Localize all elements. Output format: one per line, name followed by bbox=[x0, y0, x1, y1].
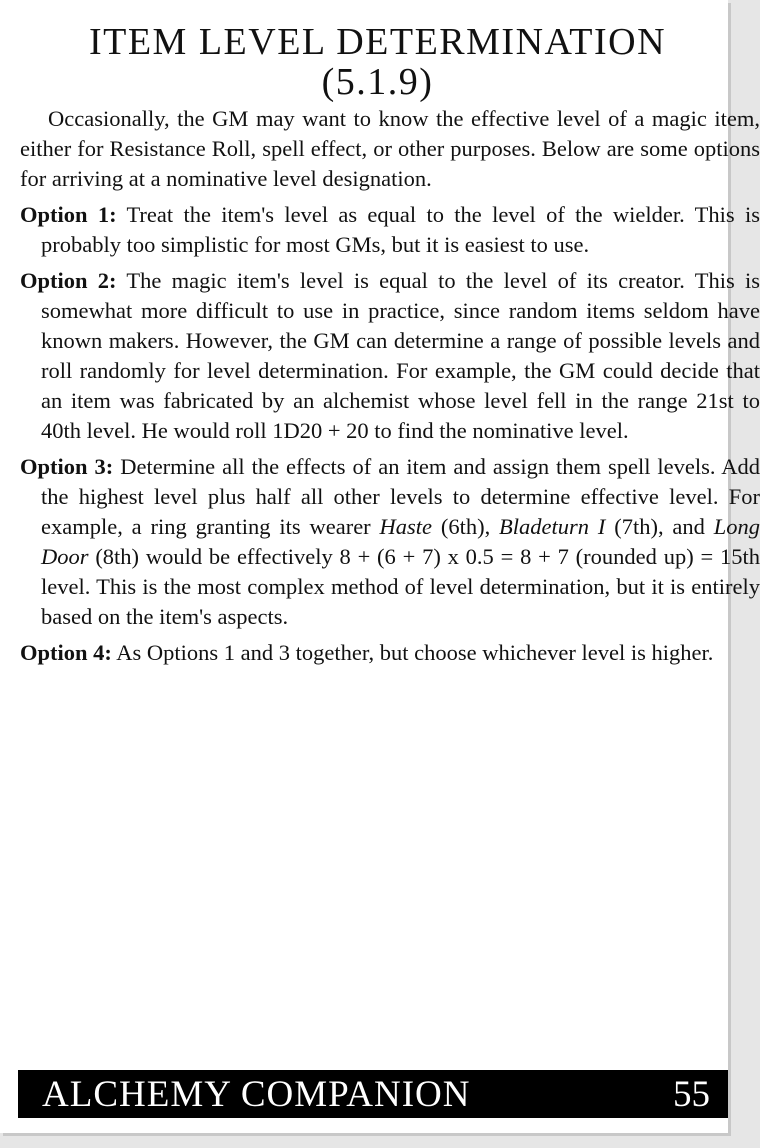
option-3-label: Option 3: bbox=[20, 454, 114, 479]
option-1-label: Option 1: bbox=[20, 202, 117, 227]
heading-title: ITEM LEVEL DETERMINATION bbox=[88, 21, 667, 63]
option-1-text: Treat the item's level as equal to the level of the wielder. This is probably too simplistic for most GMs, but it is easiest to use. bbox=[41, 202, 760, 257]
spell-name-haste: Haste bbox=[379, 514, 433, 539]
option-3-text-before: Determine all the effects of an item and assign them spell levels. Add the highest level plus half all other levels to determine effective level. For example, a ring granting its wearer bbox=[41, 454, 760, 539]
page-number: 55 bbox=[673, 1074, 710, 1115]
spell-name-long-door: Long Door bbox=[41, 514, 760, 569]
option-2-paragraph bbox=[20, 266, 760, 446]
option-4-text: As Options 1 and 3 together, but choose whichever level is higher. bbox=[116, 640, 714, 665]
option-2-label: Option 2: bbox=[20, 268, 117, 293]
option-1-paragraph bbox=[20, 200, 760, 260]
footer-bar bbox=[18, 1070, 728, 1118]
spell-name-bladeturn: Bladeturn I bbox=[499, 514, 606, 539]
section-heading bbox=[0, 22, 755, 102]
spell-level-haste: (6th), bbox=[432, 514, 500, 539]
intro-paragraph: Occasionally, the GM may want to know the effective level of a magic item, either for Resistance Roll, spell effect, or other purposes. Below are some options for arriving at a nominative level designation. bbox=[20, 106, 760, 191]
spell-level-bladeturn: (7th), and bbox=[605, 514, 714, 539]
book-title: ALCHEMY COMPANION bbox=[42, 1074, 471, 1115]
option-3-text-after: (8th) would be effectively 8 + (6 + 7) x 0.5 = 8 + 7 (rounded up) = 15th level. This is the most complex method of level determination, but it is entirely based on the item's aspects. bbox=[41, 544, 760, 629]
option-2-text: The magic item's level is equal to the level of its creator. This is somewhat more difficult to use in practice, since random items seldom have known makers. However, the GM can determine a range of possible levels and roll randomly for level determination. For example, the GM could decide that an item was fabricated by an alchemist whose level fell in the range 21st to 40th level. He would roll 1D20 + 20 to find the nominative level. bbox=[41, 268, 760, 443]
heading-section-number: (5.1.9) bbox=[321, 61, 434, 103]
body-text bbox=[20, 104, 760, 674]
option-4-label: Option 4: bbox=[20, 640, 112, 665]
option-4-paragraph bbox=[20, 638, 760, 668]
option-3-paragraph bbox=[20, 452, 760, 632]
